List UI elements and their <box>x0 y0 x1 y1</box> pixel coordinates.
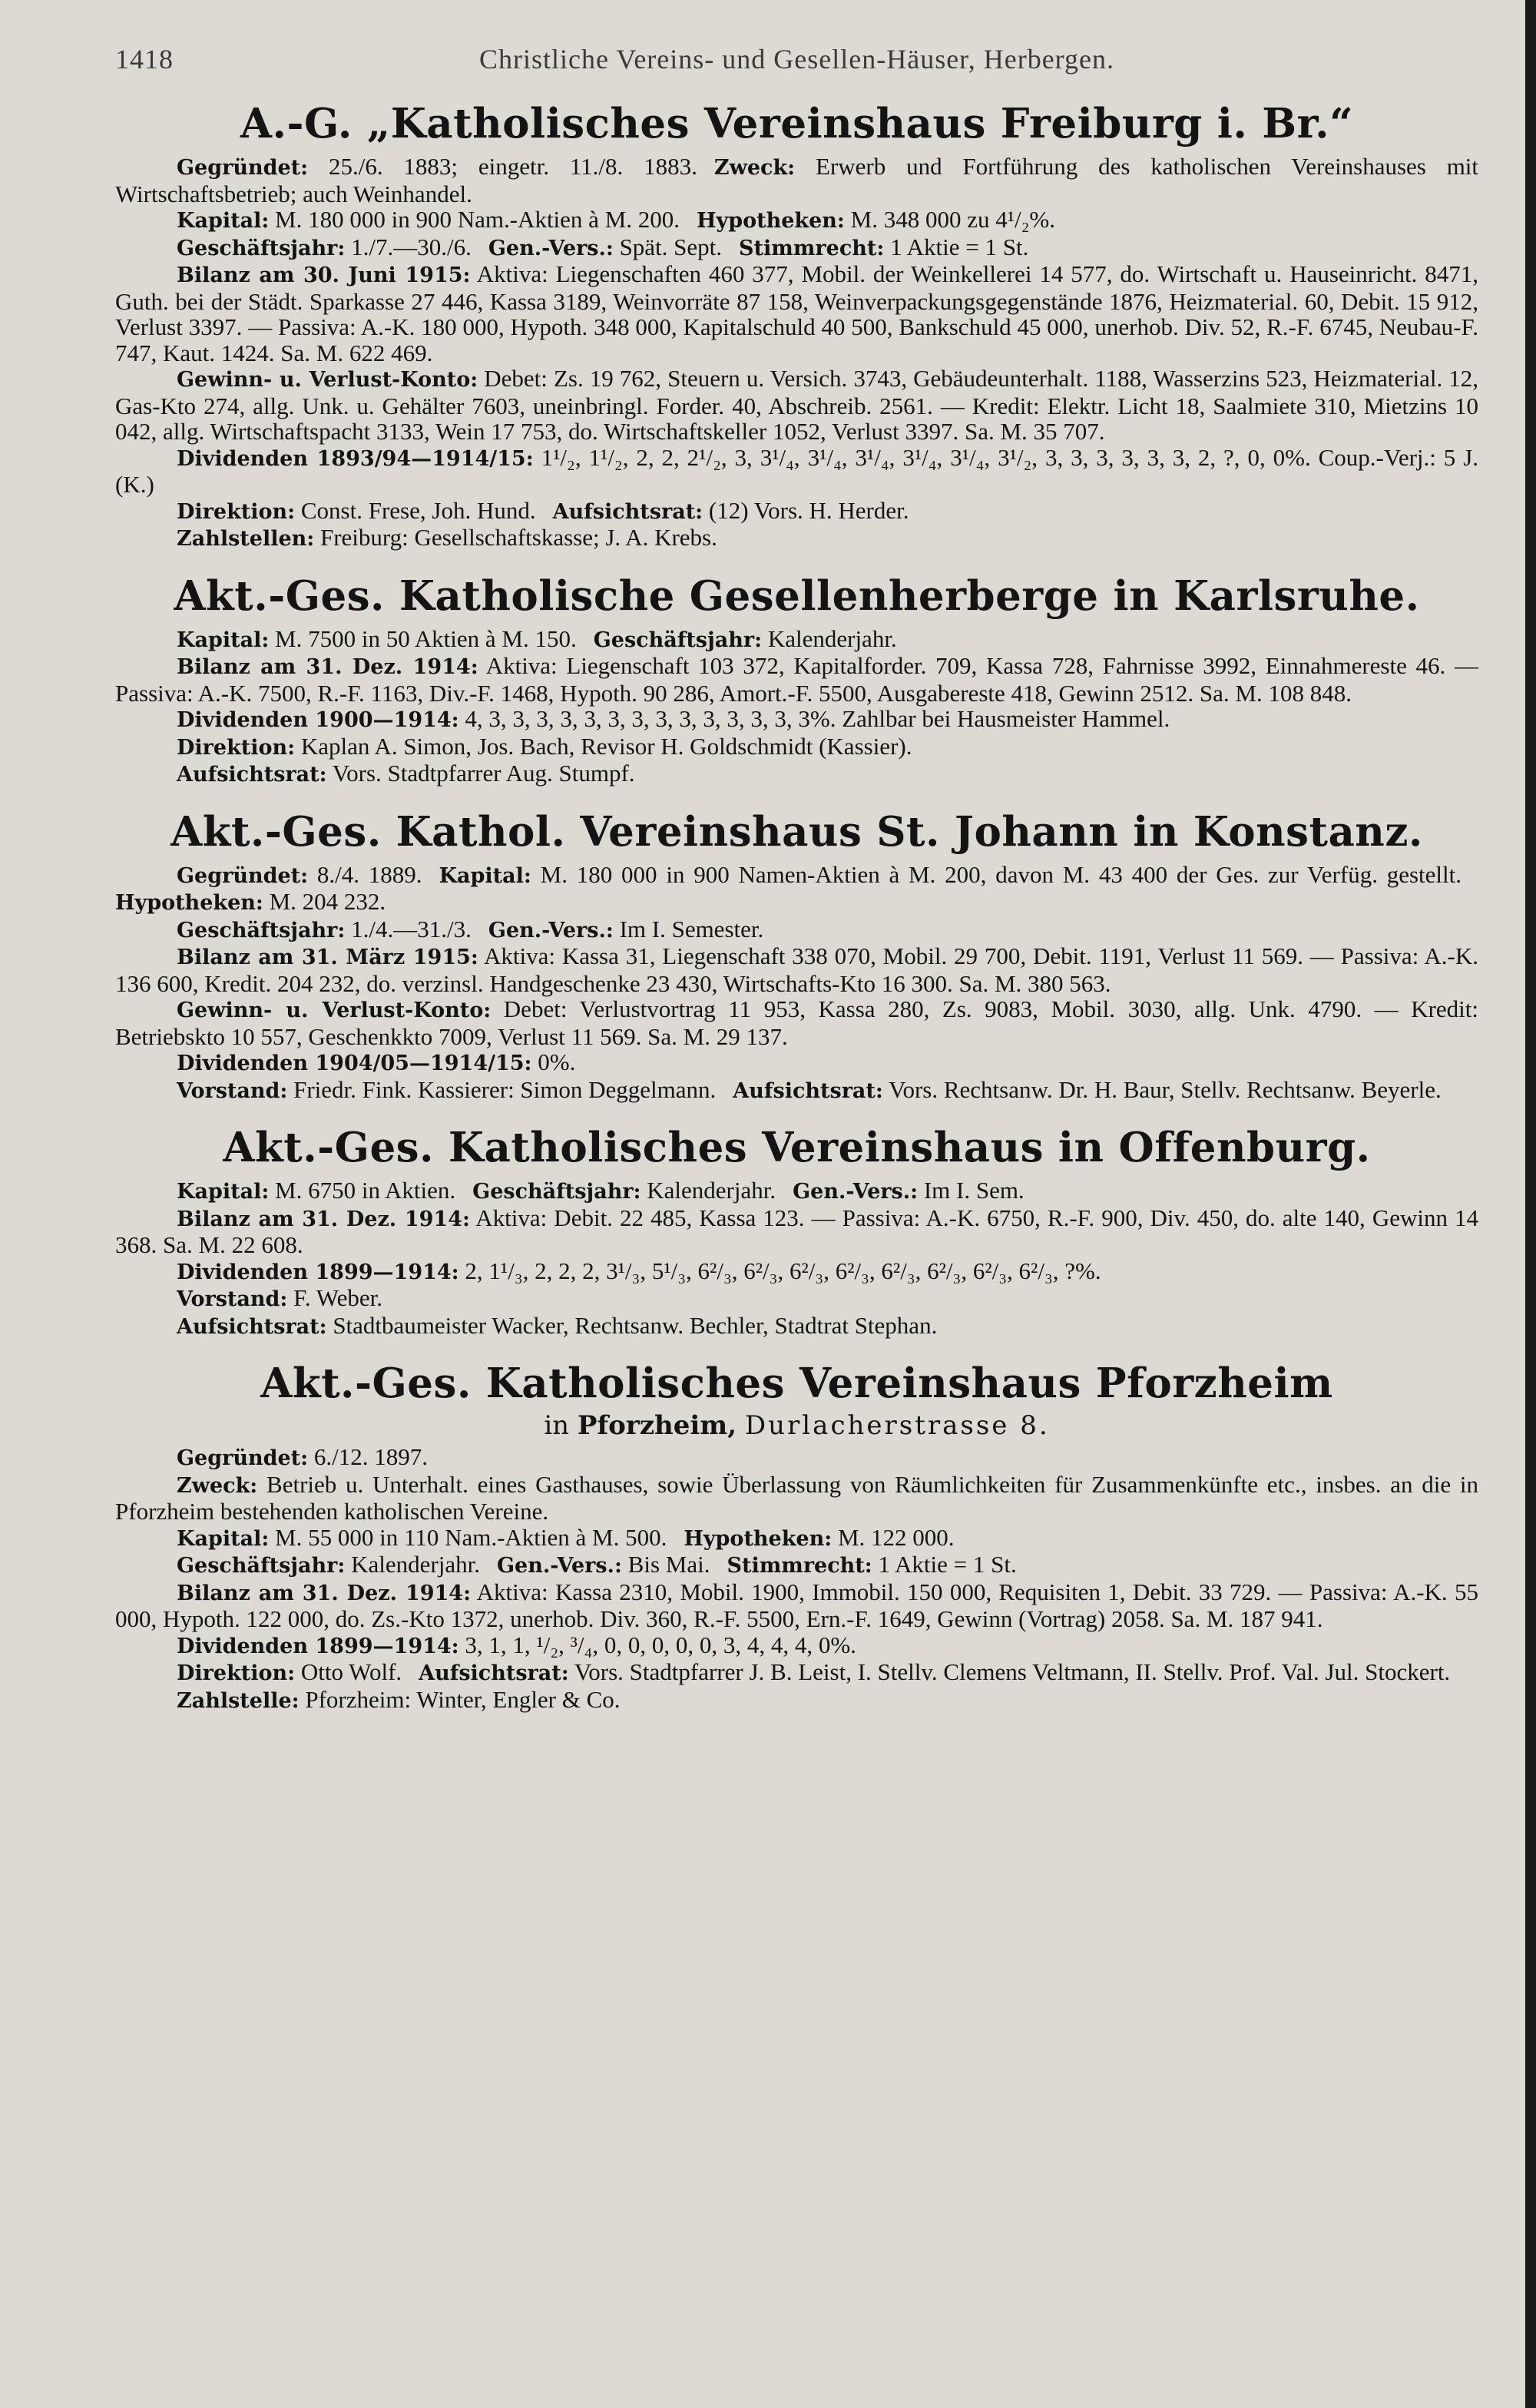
field-value: Aktiva: Kassa 2310, Mobil. 1900, Immobil. 150 000, Requisiten 1, Debit. 33 729. — Passiva: A.-K. 55 000, Hypoth. 122 000, do. Zs.-Kto 1372, unerhob. Div. 360, R.-F. 5500, Ern.-F. 1649, Gewinn (Vortrag) 2058. Sa. M. 187 941. <box>115 1578 1478 1632</box>
field-value: Aktiva: Liegenschaften 460 377, Mobil. der Weinkellerei 14 577, do. Wirtschaft u. Hauseinricht. 8471, Guth. bei der Städt. Sparkasse 27 446, Kassa 3189, Weinvorräte 87 158, Weinverpackungsgegenstände 1876, Heizmaterial. 60, Debit. 15 912, Verlust 3397. — Passiva: A.-K. 180 000, Hypoth. 348 000, Kapitalschuld 40 500, Bankschuld 45 000, unerhob. Div. 52, R.-F. 6745, Neubau-F. 747, Kaut. 1424. Sa. M. 622 469. <box>115 260 1478 366</box>
field-label: Vorstand: <box>177 1078 288 1103</box>
entry-paragraph <box>115 261 1478 366</box>
entry-paragraph <box>115 1285 1478 1313</box>
field-value: Im I. Semester. <box>619 915 764 942</box>
entry-paragraph <box>115 525 1478 552</box>
field-label: Dividenden 1899—1914: <box>177 1260 459 1284</box>
field-value: 25./6. 1883; eingetr. 11./8. 1883. <box>328 153 697 180</box>
company-entry-konstanz <box>115 802 1478 1105</box>
page-number: 1418 <box>115 44 174 75</box>
field-value: Friedr. Fink. Kassierer: Simon Deggelmann. <box>293 1075 717 1103</box>
field-label: Bilanz am 31. Dez. 1914: <box>177 1581 472 1605</box>
field-label: Bilanz am 31. März 1915: <box>177 946 478 969</box>
entry-paragraph <box>115 154 1478 207</box>
field-value: M. 7500 in 50 Aktien à M. 150. <box>275 624 577 652</box>
field-label: Gegründet: <box>177 156 309 180</box>
running-header <box>115 43 1478 89</box>
field-label: Hypotheken: <box>115 891 263 915</box>
field-label: Kapital: <box>177 209 270 233</box>
field-label: Aufsichtsrat: <box>419 1661 569 1685</box>
field-label: Kapital: <box>177 628 270 652</box>
field-label: Dividenden 1893/94—1914/15: <box>177 446 534 471</box>
field-value: Aktiva: Liegenschaft 103 372, Kapitalforder. 709, Kassa 728, Fahrnisse 3992, Einnahmereste 46. — Passiva: A.-K. 7500, R.-F. 1163, Div.-F. 1468, Hypoth. 90 286, Amort.-F. 5500, Ausgabereste 418, Gewinn 2512. Sa. M. 108 848. <box>115 652 1479 707</box>
field-label: Geschäftsjahr: <box>177 236 346 260</box>
field-label: Direktion: <box>177 1661 296 1685</box>
field-label: Gegründet: <box>177 863 309 888</box>
field-value: 1 Aktie = 1 St. <box>878 1551 1017 1578</box>
field-label: Gewinn- u. Verlust-Konto: <box>177 368 478 392</box>
entry-paragraph <box>115 1579 1478 1632</box>
field-label: Geschäftsjahr: <box>177 918 346 942</box>
entry-paragraph <box>115 1632 1478 1660</box>
field-label: Dividenden 1899—1914: <box>177 1634 459 1658</box>
entry-paragraph <box>115 1205 1478 1258</box>
entry-paragraph <box>115 760 1478 788</box>
field-value: Debet: Zs. 19 762, Steuern u. Versich. 3743, Gebäudeunterhalt. 1188, Wasserzins 523, Heizmaterial. 12, Gas-Kto 274, allg. Unk. u. Gehälter 7603, uneinbringl. Forder. 40, Abschreib. 2561. — Kredit: Elektr. Licht 18, Saalmiete 310, Mietzins 10 042, allg. Wirtschaftspacht 3133, Wein 17 753, do. Wirtschaftskeller 1052, Verlust 3397. Sa. M. 35 707. <box>115 365 1479 445</box>
subtitle-city: Pforzheim, <box>577 1410 737 1441</box>
entry-title: Akt.-Ges. Katholisches Vereinshaus in Offenburg. <box>223 1124 1371 1171</box>
entry-subtitle <box>115 1410 1478 1441</box>
field-value: Freiburg: Gesellschaftskasse; J. A. Krebs. <box>319 524 717 551</box>
entry-title: Akt.-Ges. Kathol. Vereinshaus St. Johann in Konstanz. <box>170 807 1423 856</box>
field-value: Bis Mai. <box>627 1551 710 1578</box>
entry-title: A.-G. „Katholisches Vereinshaus Freiburg i. Br.“ <box>240 100 1354 147</box>
field-label: Bilanz am 31. Dez. 1914: <box>177 655 478 679</box>
field-label: Hypotheken: <box>697 209 845 233</box>
field-label: Stimmrecht: <box>739 236 885 260</box>
field-label: Kapital: <box>177 1526 270 1551</box>
field-label: Gen.-Vers.: <box>793 1180 919 1204</box>
field-label: Zweck: <box>177 1473 258 1498</box>
field-value: Vors. Stadtpfarrer J. B. Leist, I. Stellv. Clemens Veltmann, II. Stellv. Prof. Val. Jul. Stockert. <box>574 1658 1451 1685</box>
entry-paragraph <box>115 706 1478 734</box>
field-label: Geschäftsjahr: <box>593 628 763 652</box>
field-value: Aktiva: Debit. 22 485, Kassa 123. — Passiva: A.-K. 6750, R.-F. 900, Div. 450, do. alte 140, Gewinn 14 368. Sa. M. 22 608. <box>115 1204 1479 1258</box>
entry-paragraph <box>115 943 1478 996</box>
entry-paragraph <box>115 445 1478 498</box>
field-label: Zahlstellen: <box>177 527 315 551</box>
field-label: Gegründet: <box>177 1446 309 1470</box>
field-value: Betrieb u. Unterhalt. eines Gasthauses, sowie Überlassung von Räumlichkeiten für Zusammenkünfte etc., insbes. an die in Pforzheim bestehenden katholischen Vereine. <box>115 1470 1478 1525</box>
field-value: M. 55 000 in 110 Nam.-Aktien à M. 500. <box>275 1523 667 1551</box>
entry-paragraph <box>115 1552 1478 1579</box>
field-value: Aktiva: Kassa 31, Liegenschaft 338 070, Mobil. 29 700, Debit. 1191, Verlust 11 569. — Passiva: A.-K. 136 600, Kredit. 204 232, do. verzinsl. Handgeschenke 23 430, Wirtschafts-Kto 16 300. Sa. M. 380 563. <box>115 942 1478 997</box>
field-value: 4, 3, 3, 3, 3, 3, 3, 3, 3, 3, 3, 3, 3, 3, 3%. Zahlbar bei Hausmeister Hammel. <box>465 705 1170 732</box>
running-title: Christliche Vereins- und Gesellen-Häuser, Herbergen. <box>479 44 1114 75</box>
entry-paragraph <box>115 862 1478 916</box>
field-value: M. 122 000. <box>837 1523 955 1551</box>
field-label: Gewinn- u. Verlust-Konto: <box>177 999 492 1022</box>
field-label: Direktion: <box>177 735 296 760</box>
company-entry-offenburg <box>115 1118 1478 1340</box>
page-content <box>115 43 1478 1727</box>
field-label: Zahlstelle: <box>177 1688 300 1713</box>
field-value: Kaplan A. Simon, Jos. Bach, Revisor H. Goldschmidt (Kassier). <box>300 732 912 760</box>
field-value: M. 204 232. <box>269 888 386 915</box>
entry-paragraph <box>115 734 1478 761</box>
field-value: Vors. Stadtpfarrer Aug. Stumpf. <box>332 760 635 787</box>
field-label: Geschäftsjahr: <box>177 1554 346 1578</box>
field-value: M. 6750 in Aktien. <box>275 1177 456 1204</box>
field-value: Debet: Verlustvortrag 11 953, Kassa 280, Zs. 9083, Mobil. 3030, allg. Unk. 4790. — Kredit: Betriebskto 10 557, Geschenkkto 7009, Verlust 11 569. Sa. M. 29 137. <box>115 995 1478 1050</box>
field-label: Vorstand: <box>177 1287 288 1311</box>
entry-paragraph <box>115 498 1478 525</box>
field-value: 1./7.—30./6. <box>351 233 472 260</box>
entry-paragraph <box>115 1525 1478 1552</box>
field-value: 1 Aktie = 1 St. <box>890 233 1029 260</box>
field-value: Spät. Sept. <box>619 233 723 260</box>
field-label: Aufsichtsrat: <box>552 499 703 524</box>
entry-paragraph <box>115 234 1478 262</box>
field-label: Gen.-Vers.: <box>488 236 614 260</box>
subtitle-address: Durlacherstrasse 8. <box>744 1410 1050 1441</box>
entry-paragraph <box>115 366 1478 445</box>
entry-paragraph <box>115 1258 1478 1286</box>
field-value: 6./12. 1897. <box>313 1443 428 1470</box>
field-label: Bilanz am 30. Juni 1915: <box>177 263 471 287</box>
entry-paragraph <box>115 1659 1478 1687</box>
field-label: Direktion: <box>177 499 296 524</box>
entry-paragraph <box>115 1049 1478 1077</box>
company-entry-karlsruhe <box>115 566 1478 788</box>
field-label: Gen.-Vers.: <box>496 1554 622 1578</box>
field-value: Kalenderjahr. <box>767 624 897 652</box>
field-value: 8./4. 1889. <box>316 860 422 888</box>
entry-paragraph <box>115 653 1478 706</box>
field-label: Zweck: <box>713 156 796 180</box>
entry-paragraph <box>115 1313 1478 1340</box>
field-value: 2, 1¹/₃, 2, 2, 2, 3¹/₃, 5¹/₃, 6²/₃, 6²/₃, 6²/₃, 6²/₃, 6²/₃, 6²/₃, 6²/₃, 6²/₃, ?%. <box>465 1257 1101 1284</box>
field-label: Dividenden 1904/05—1914/15: <box>177 1052 532 1075</box>
field-value: 1¹/₂, 1¹/₂, 2, 2, 2¹/₂, 3, 3¹/₄, 3¹/₄, 3¹/₄, 3¹/₄, 3¹/₄, 3¹/₂, 3, 3, 3, 3, 3, 3, 2, ?, 0, 0%. Coup.-Verj.: 5 J. (K.) <box>115 443 1479 498</box>
page-edge-shadow <box>1525 0 1536 2408</box>
field-value: Kalenderjahr. <box>647 1177 776 1204</box>
field-label: Geschäftsjahr: <box>472 1180 641 1204</box>
field-value: Kalenderjahr. <box>351 1551 480 1578</box>
company-entry-freiburg <box>115 94 1478 552</box>
entry-title: Akt.-Ges. Katholische Gesellenherberge in Karlsruhe. <box>174 571 1420 620</box>
field-value: Erwerb und Fortführung des katholischen Vereinshauses mit Wirtschaftsbetrieb; auch Weinhandel. <box>115 153 1479 207</box>
field-value: Pforzheim: Winter, Engler & Co. <box>305 1685 621 1713</box>
field-label: Hypotheken: <box>684 1526 833 1551</box>
field-value: Otto Wolf. <box>300 1658 402 1685</box>
field-label: Gen.-Vers.: <box>488 918 614 942</box>
field-value: 1./4.—31./3. <box>351 915 472 942</box>
field-label: Dividenden 1900—1914: <box>177 708 459 732</box>
field-value: 0%. <box>538 1048 576 1075</box>
field-label: Kapital: <box>439 863 531 888</box>
field-label: Aufsichtsrat: <box>177 1314 327 1339</box>
entry-title: Akt.-Ges. Katholisches Vereinshaus Pforzheim <box>260 1360 1333 1407</box>
field-value: M. 180 000 in 900 Namen-Aktien à M. 200, davon M. 43 400 der Ges. zur Verfüg. gestellt. <box>540 860 1462 888</box>
field-label: Stimmrecht: <box>727 1554 872 1578</box>
field-value: Stadtbaumeister Wacker, Rechtsanw. Bechler, Stadtrat Stephan. <box>333 1311 938 1339</box>
field-label: Kapital: <box>177 1180 270 1204</box>
company-entry-pforzheim <box>115 1353 1478 1714</box>
field-label: Aufsichtsrat: <box>733 1078 883 1103</box>
field-value: M. 180 000 in 900 Nam.-Aktien à M. 200. <box>275 206 680 233</box>
field-value: Const. Frese, Joh. Hund. <box>300 496 536 524</box>
field-value: M. 348 000 zu 4¹/₂%. <box>850 206 1055 233</box>
entry-paragraph <box>115 916 1478 944</box>
entry-paragraph <box>115 1444 1478 1472</box>
entry-paragraph <box>115 1472 1478 1525</box>
entry-paragraph <box>115 207 1478 234</box>
field-label: Bilanz am 31. Dez. 1914: <box>177 1207 470 1231</box>
entry-paragraph <box>115 1687 1478 1714</box>
entry-paragraph <box>115 1178 1478 1205</box>
entry-paragraph <box>115 1077 1478 1105</box>
field-value: 3, 1, 1, ¹/₂, ³/₄, 0, 0, 0, 0, 0, 3, 4, 4, 4, 0%. <box>465 1631 856 1658</box>
field-value: Im I. Sem. <box>923 1177 1025 1204</box>
field-value: F. Weber. <box>293 1284 382 1311</box>
field-value: (12) Vors. H. Herder. <box>708 496 909 524</box>
field-value: Vors. Rechtsanw. Dr. H. Baur, Stellv. Rechtsanw. Beyerle. <box>889 1075 1442 1103</box>
field-label: Aufsichtsrat: <box>177 763 327 787</box>
entry-paragraph <box>115 626 1478 654</box>
subtitle-prefix: in <box>544 1410 570 1441</box>
entry-paragraph <box>115 996 1478 1049</box>
